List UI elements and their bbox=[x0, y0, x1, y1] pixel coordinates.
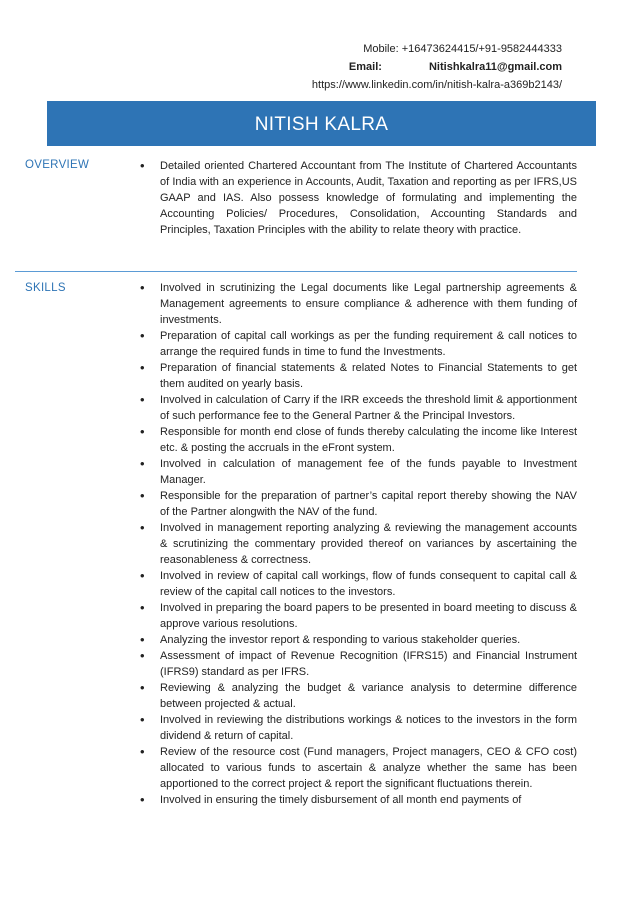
list-item: • Involved in calculation of management fee of the funds payable to Investment Manager. bbox=[140, 456, 577, 488]
list-item: • Review of the resource cost (Fund managers, Project managers, CEO & CFO cost) allocated to various funds to ascertain & analyze whether the same has been apportioned to the correct project & report the significant fluctuations therein. bbox=[140, 744, 577, 792]
list-item: • Detailed oriented Chartered Accountant from The Institute of Chartered Accountants of India with an experience in Accounts, Audit, Taxation and reporting as per IFRS,US GAAP and IAS. Also possess knowledge of formulating and implementing the Accounting Policies/ Procedures, Consolidation, Accounting Standards and Principles, Taxation Principles with the ability to relate theory with practice. bbox=[140, 158, 577, 238]
list-item: • Involved in ensuring the timely disbursement of all month end payments of bbox=[140, 792, 577, 808]
overview-label: OVERVIEW bbox=[25, 159, 90, 171]
list-item: • Involved in scrutinizing the Legal documents like Legal partnership agreements & Management agreements to ensure compliance & adherence with them funding of investments. bbox=[140, 280, 577, 328]
list-item: • Involved in reviewing the distributions workings & notices to the investors in the form dividend & return of capital. bbox=[140, 712, 577, 744]
name-banner bbox=[47, 101, 596, 146]
list-item: • Responsible for month end close of funds thereby calculating the income like Interest etc. & posting the accruals in the eFront system. bbox=[140, 424, 577, 456]
list-item: • Responsible for the preparation of partner’s capital report thereby showing the NAV of the Partner alongwith the NAV of the fund. bbox=[140, 488, 577, 520]
skills-label: SKILLS bbox=[25, 282, 66, 294]
list-item: • Involved in preparing the board papers to be presented in board meeting to discuss & approve various resolutions. bbox=[140, 600, 577, 632]
contact-email bbox=[162, 58, 562, 76]
linkedin-link[interactable]: https://www.linkedin.com/in/nitish-kalra-a369b2143/ bbox=[311, 79, 562, 91]
overview-list bbox=[140, 158, 577, 238]
section-divider bbox=[15, 271, 577, 272]
list-item: • Reviewing & analyzing the budget & variance analysis to determine difference between projected & actual. bbox=[140, 680, 577, 712]
list-item: • Analyzing the investor report & responding to various stakeholder queries. bbox=[140, 632, 577, 648]
contact-block bbox=[162, 40, 562, 94]
contact-linkedin bbox=[162, 76, 562, 94]
list-item: • Preparation of capital call workings as per the funding requirement & call notices to arrange the required funds in time to fund the Investments. bbox=[140, 328, 577, 360]
email-label: Email: bbox=[348, 61, 382, 73]
candidate-name: NITISH KALRA bbox=[254, 114, 389, 135]
list-item: • Assessment of impact of Revenue Recognition (IFRS15) and Financial Instrument (IFRS9) standard as per IFRS. bbox=[140, 648, 577, 680]
list-item: • Preparation of financial statements & related Notes to Financial Statements to get them audited on yearly basis. bbox=[140, 360, 577, 392]
mobile-label: Mobile: bbox=[363, 43, 399, 55]
contact-mobile bbox=[162, 40, 562, 58]
list-item: • Involved in calculation of Carry if the IRR exceeds the threshold limit & apportionment of such performance fee to the General Partner & the Principal Investors. bbox=[140, 392, 577, 424]
mobile-value: +16473624415/+91-9582444333 bbox=[401, 43, 562, 55]
list-item: • Involved in management reporting analyzing & reviewing the management accounts & scrutinizing the commentary provided thereof on variances by ascertaining the reasonableness & correctness. bbox=[140, 520, 577, 568]
list-item: • Involved in review of capital call workings, flow of funds consequent to capital call & review of the capital call notices to the investors. bbox=[140, 568, 577, 600]
email-value[interactable]: Nitishkalra11@gmail.com bbox=[428, 61, 562, 73]
skills-list bbox=[140, 280, 577, 808]
